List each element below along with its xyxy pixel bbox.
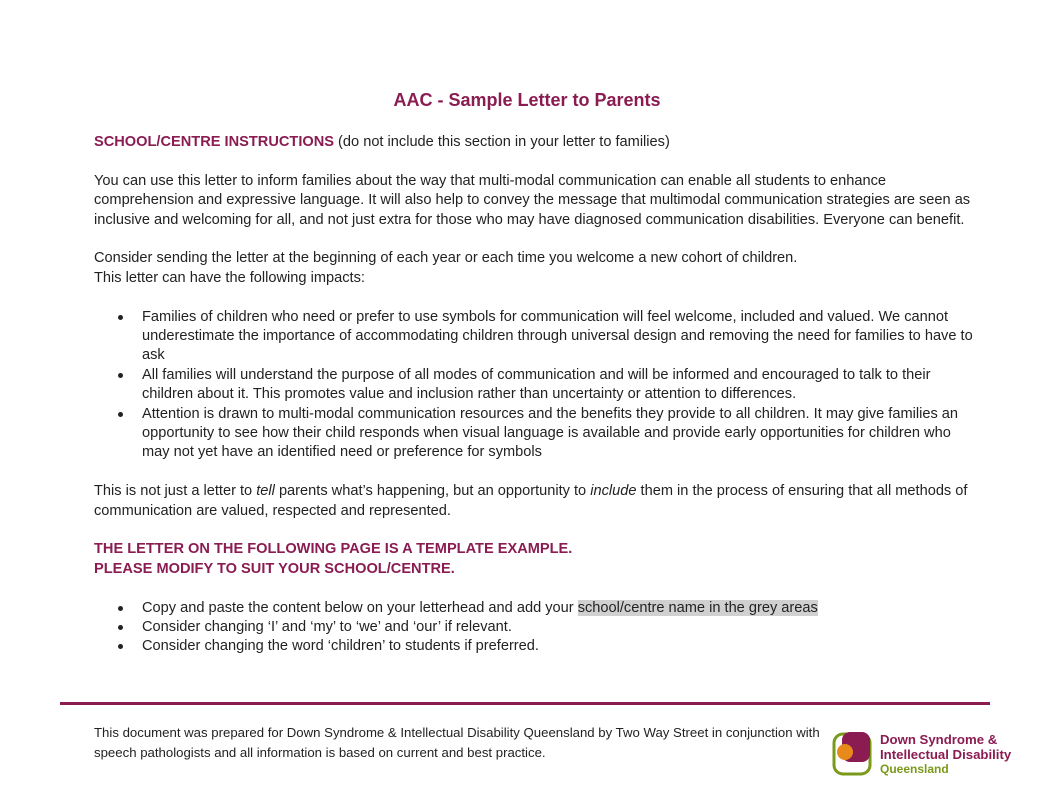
emphasis-tell: tell — [256, 483, 275, 500]
footer-divider — [60, 702, 990, 705]
logo-line-3: Queensland — [880, 762, 949, 776]
list-item: Attention is drawn to multi-modal communication resources and the benefits they provide to all children. It may give families an opportunity to see how their child responds when visual language is available and provide early opportunities for children who may not yet have an identified need or preference for symbols — [142, 405, 974, 463]
text-run: them in the process of ensuring that all methods of communication are valued, respected and represented. — [94, 483, 968, 519]
logo-text — [880, 732, 1011, 777]
instructions-heading-line — [94, 133, 974, 152]
logo-line-1: Down Syndrome & — [880, 732, 998, 747]
instructions-note: (do not include this section in your letter to families) — [334, 134, 670, 150]
list-item: Families of children who need or prefer to use symbols for communication will feel welcome, included and valued. We cannot underestimate the importance of accommodating children through universal design and removing the need for families to have to ask — [142, 308, 974, 366]
list-item — [142, 599, 974, 618]
intro-paragraph: You can use this letter to inform families about the way that multi-modal communication can enable all students to enhance comprehension and expressive language. It will also help to convey the message that multimodal communication strategies are seen as inclusive and welcoming for all, and not just extra for those who may have diagnosed communication disabilities. Everyone can benefit. — [94, 172, 971, 228]
text-run: This is not just a letter to — [94, 483, 257, 500]
list-item: Consider changing the word ‘children’ to students if preferred. — [142, 637, 974, 656]
logo-line-2: Intellectual Disability — [880, 747, 1012, 762]
template-heading-2: PLEASE MODIFY TO SUIT YOUR SCHOOL/CENTRE. — [94, 560, 455, 577]
instructions-heading: SCHOOL/CENTRE INSTRUCTIONS — [94, 134, 334, 150]
instructions-list — [94, 599, 974, 657]
text-run: parents what’s happening, but an opportunity to — [274, 483, 591, 500]
emphasis-include: include — [590, 483, 637, 500]
consider-line: Consider sending the letter at the beginning of each year or each time you welcome a new cohort of children. — [94, 250, 798, 267]
document-body — [94, 133, 974, 657]
page-title: AAC - Sample Letter to Parents — [393, 90, 661, 110]
footer-text: This document was prepared for Down Syndrome & Intellectual Disability Queensland by Two Way Street in conjunction with speech pathologists and all information is based on current and best practice. — [94, 725, 820, 760]
list-item: All families will understand the purpose of all modes of communication and will be informed and encouraged to talk to their children about it. This promotes value and inclusion rather than uncertainty or attention to differences. — [142, 366, 974, 405]
organization-logo — [832, 730, 1032, 780]
text-run: Copy and paste the content below on your letterhead and add your — [142, 599, 578, 616]
impacts-line: This letter can have the following impacts: — [94, 269, 365, 286]
list-item: Consider changing ‘I’ and ‘my’ to ‘we’ and ‘our’ if relevant. — [142, 618, 974, 637]
template-heading-1: THE LETTER ON THE FOLLOWING PAGE IS A TEMPLATE EXAMPLE. — [94, 541, 573, 558]
grey-highlight: school/centre name in the grey areas — [577, 599, 818, 616]
impacts-list — [94, 308, 974, 463]
logo-mark-icon — [832, 730, 876, 778]
tell-include-paragraph — [94, 482, 974, 521]
